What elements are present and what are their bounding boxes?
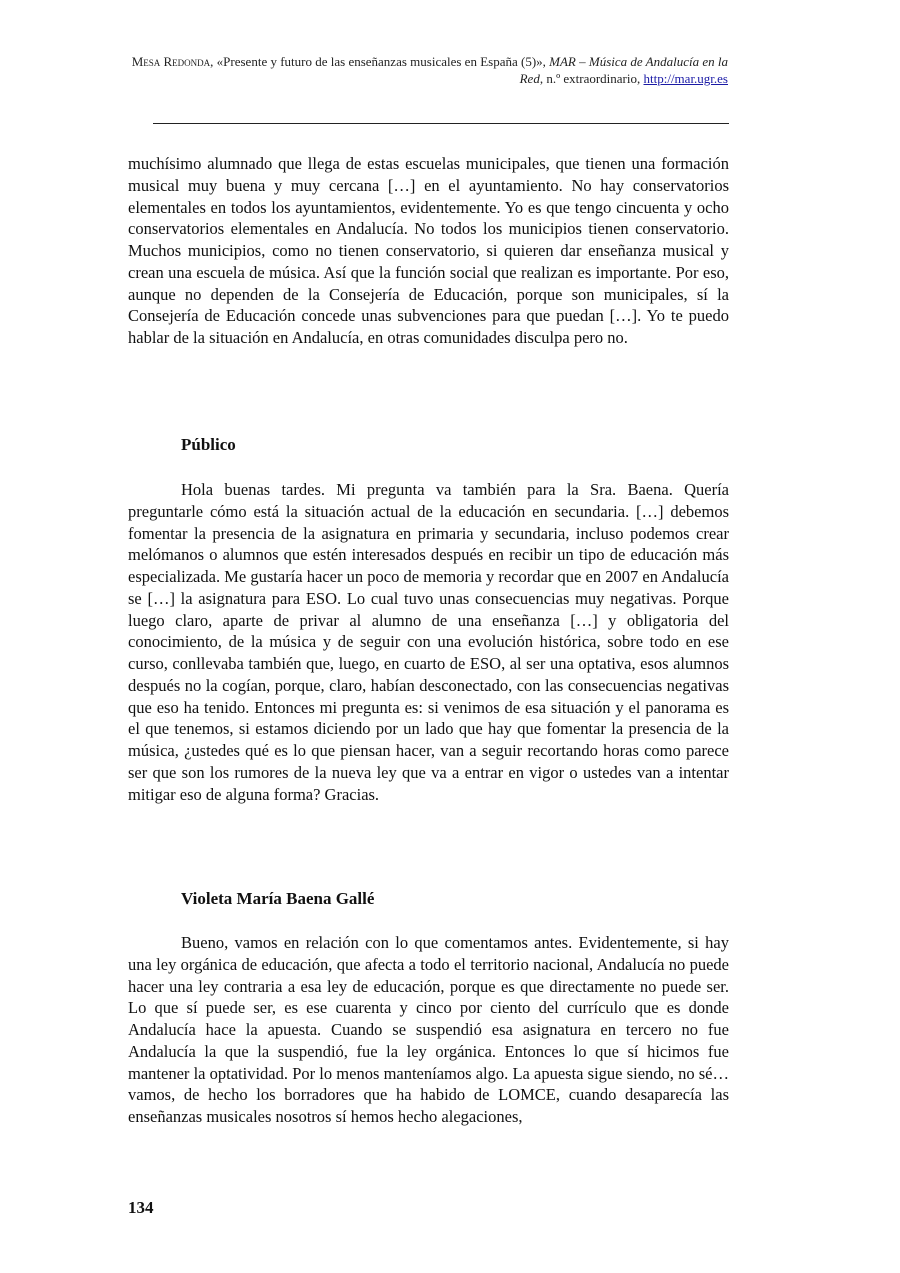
paragraph-answer: Bueno, vamos en relación con lo que comentamos antes. Evidentemente, si hay una ley orgánica de educación, que afecta a todo el territorio nacional, Andalucía no puede hacer una ley contraria a esa ley de educación, porque es que directamente no puede ser. Lo que sí puede ser, es ese cuarenta y cinco por ciento del currículo que es donde Andalucía hace la apuesta. Cuando se suspendió esa asignatura en tercero no fue Andalucía la que la suspendió, fue la ley orgánica. Entonces lo que sí hicimos fue mantener la optatividad. Por lo menos manteníamos algo. La apuesta sigue siendo, no sé… vamos, de hecho los borradores que ha habido de LOMCE, cuando desaparecía las enseñanzas musicales nosotros sí hemos hecho alegaciones,	[128, 933, 729, 1126]
header-issue: , n.º extraordinario,	[539, 71, 644, 86]
paragraph-question: Hola buenas tardes. Mi pregunta va también para la Sra. Baena. Quería preguntarle cómo está la situación actual de la educación en secundaria. […] debemos fomentar la presencia de la asignatura en primaria y secundaria, incluso podemos crear melómanos o alumnos que estén interesados después en recibir un tipo de educación más especializada. Me gustaría hacer un poco de memoria y recordar que en 2007 en Andalucía se […] la asignatura para ESO. Lo cual tuvo unas consecuencias muy negativas. Porque luego claro, aparte de privar al alumno de una enseñanza […] y obligatoria del conocimiento, de la música y de seguir con una evolución histórica, sobre todo en ese curso, conllevaba también que, luego, en cuarto de ESO, al ser una optativa, esos alumnos después no la cogían, porque, claro, habían desconectado, con las consecuencias negativas que eso ha tenido. Entonces mi pregunta es: si venimos de esa situación y el panorama es el que tenemos, si estamos diciendo por un lado que hay que fomentar la presencia de la música, ¿ustedes qué es lo que piensan hacer, van a seguir recortando horas como parece ser que son los rumores de la nueva ley que va a entrar en vigor o ustedes van a intentar mitigar eso de alguna forma? Gracias.	[128, 480, 729, 804]
running-header	[128, 53, 728, 87]
speaker-heading-publico: Público	[181, 435, 236, 454]
speaker-heading-baena: Violeta María Baena Gallé	[181, 889, 375, 908]
page-number: 134	[128, 1198, 154, 1217]
header-citation-title: , «Presente y futuro de las enseñanzas musicales en España (5)»,	[210, 54, 550, 69]
header-divider	[153, 123, 729, 124]
paragraph-continuation: muchísimo alumnado que llega de estas escuelas municipales, que tienen una formación musical muy buena y muy cercana […] en el ayuntamiento. No hay conservatorios elementales en todos los ayuntamientos, evidentemente. Yo es que tengo cincuenta y ocho conservatorios elementales en Andalucía. No todos los municipios tienen conservatorio. Muchos municipios, como no tienen conservatorio, si quieren dar enseñanza musical y crean una escuela de música. Así que la función social que realizan es importante. Por eso, aunque no dependen de la Consejería de Educación, porque son municipales, sí la Consejería de Educación concede unas subvenciones para que puedan […]. Yo te puedo hablar de la situación en Andalucía, en otras comunidades disculpa pero no.	[128, 154, 729, 347]
header-url-link[interactable]: http://mar.ugr.es	[643, 71, 728, 86]
header-author: Mesa Redonda	[131, 54, 211, 69]
header-journal: MAR – Música de Andalucía en la Red	[519, 54, 728, 86]
